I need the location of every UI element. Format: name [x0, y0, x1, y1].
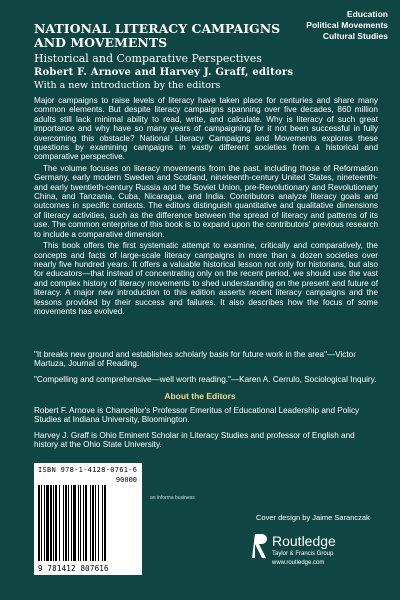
description-paragraph-2: The volume focuses on literacy movements from the past, including those of Reformation Germany, early modern Sweden and Scotland, nineteenth-century United States, nineteenth- and early twentieth-century Russia and the Soviet Union, pre-Revolutionary and Revolutionary China, and Tanzania, Cuba, Nicaragua, and India. Contributors analyze literacy goals and outcomes in specific contexts. The editors distinguish quantitative and qualitative dimensions of literacy activities, such as the difference between the spread of literacy and patterns of its use. The common enterprise of this book is to expand upon the contributors' previous research to include a comparative dimension.	[34, 163, 378, 239]
price-code: 90000	[115, 476, 137, 484]
barcode-bar	[71, 485, 72, 561]
barcode-bar	[90, 485, 91, 561]
description-paragraph-3: This book offers the first systematic attempt to examine, critically and comparatively, the concepts and facts of large-scale literacy campaigns in more than a dozen societies over nearly five hundred years. It offers a valuable historical lesson not only for historians, but also for educators—that instead of concentrating only on the recent period, we should use the vast and complex history of literacy movements to shed understanding on the present and future of literacy. A major new introduction to this edition asserts recent literacy campaigns and the lessons provided by their success and failures. It also describes how the focus of some movements has evolved.	[34, 241, 378, 316]
barcode-bar	[80, 485, 81, 561]
barcode-bar	[53, 485, 54, 561]
editor-bio-arnove: Robert F. Arnove is Chancellor's Professor Emeritus of Educational Leadership and Policy Studies at Indiana University, Bloomington.	[34, 406, 360, 425]
barcode-bar	[55, 485, 57, 561]
publisher-name: Routledge	[272, 533, 336, 549]
isbn-barcode	[34, 463, 142, 575]
review-quote-2: "Compelling and comprehensive—well worth reading."—Karen A. Cerrulo, Sociological Inquiry.	[34, 374, 377, 384]
about-editors-heading: About the Editors	[164, 391, 236, 401]
cover-design-credit: Cover design by Jaime Saranczak	[256, 513, 370, 522]
publisher-group: Taylor & Francis Group	[272, 551, 334, 557]
barcode-bar	[50, 485, 52, 561]
barcode-bar	[102, 485, 103, 561]
barcode-bar	[92, 485, 94, 561]
barcode-bar	[98, 485, 99, 561]
subject-cultural-studies: Cultural Studies	[322, 31, 388, 41]
review-quotes	[34, 350, 378, 390]
subject-education: Education	[346, 9, 388, 19]
barcode-graphic	[38, 485, 138, 563]
book-title: NATIONAL LITERACY CAMPAIGNS AND MOVEMENTS	[34, 21, 281, 50]
book-editors: Robert F. Arnove and Harvey J. Graff, editors	[34, 67, 294, 78]
barcode-bar	[83, 485, 84, 561]
subject-categories	[306, 9, 388, 42]
barcode-bar	[73, 485, 76, 561]
barcode-bar	[41, 485, 42, 561]
barcode-bar	[44, 485, 45, 561]
publisher-url: www.routledge.com	[272, 560, 325, 566]
barcode-bar	[68, 485, 69, 561]
barcode-bar	[59, 485, 60, 561]
barcode-bar	[65, 485, 67, 561]
barcode-bar	[38, 485, 40, 561]
new-introduction-note: With a new introduction by the editors	[34, 80, 221, 91]
barcode-bar	[104, 485, 106, 561]
description	[34, 96, 378, 318]
informa-tagline: an informa business	[150, 495, 195, 501]
editor-bio-graff: Harvey J. Graff is Ohio Eminent Scholar in Literacy Studies and professor of English and history at the Ohio State University.	[34, 431, 355, 450]
review-quote-1: "It breaks new ground and establishes scholarly basis for future work in the area"—Victor Martuza, Journal of Reading.	[34, 350, 356, 369]
description-paragraph-1: Major campaigns to raise levels of literacy have taken place for centuries and share many common elements. But despite literacy campaigns spanning over five decades, 860 million adults still lack minimal ability to read, write, and calculate. Why is literacy of such great importance and why have so many years of campaigning for it not been successful in fully overcoming this obstacle? National Literacy Campaigns and Movements explores these questions by examining campaigns in vastly different societies from a historical and comparative perspective.	[34, 96, 378, 162]
ean-digits: 9 781412 807616	[38, 564, 109, 573]
barcode-bar	[95, 485, 96, 561]
isbn-label: ISBN 978-1-4128-0761-6	[38, 466, 138, 474]
subject-political-movements: Political Movements	[306, 20, 388, 30]
book-subtitle: Historical and Comparative Perspectives	[34, 52, 262, 65]
routledge-logo-icon	[252, 532, 270, 560]
barcode-bar	[46, 485, 49, 561]
barcode-bar	[78, 485, 79, 561]
barcode-bar	[85, 485, 87, 561]
barcode-bar	[63, 485, 64, 561]
